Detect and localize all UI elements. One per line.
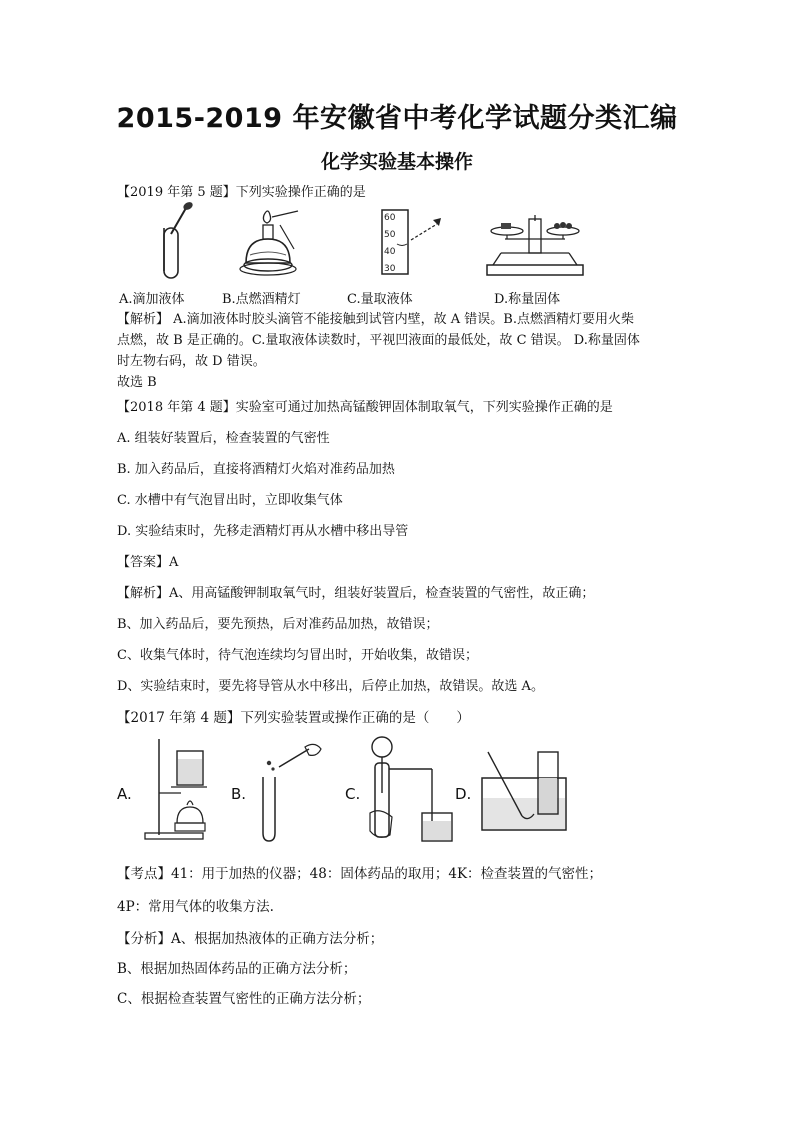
q2018-analysis-line-3: C、收集气体时，待气泡连续均匀冒出时，开始收集，故错误；: [117, 648, 478, 663]
page-subtitle: 化学实验基本操作: [320, 151, 473, 173]
q2019-analysis-line-2: 点燃，故 B 是正确的。C.量取液体读数时，平视凹液面的最低处，故 C 错误。 D.称量固体: [117, 333, 640, 348]
dropper-figure: [150, 200, 200, 282]
q2018-analysis-line-4: D、实验结束时，要先将导管从水中移出，后停止加热，故错误。故选 A。: [117, 679, 544, 694]
q2018-option-a: A. 组装好装置后，检查装置的气密性: [117, 431, 330, 446]
q2019-option-b: B.点燃酒精灯: [222, 292, 301, 307]
q2018-analysis-line-1: 【解析】A、用高锰酸钾制取氧气时，组装好装置后，检查装置的气密性，故正确；: [117, 586, 595, 601]
heating-liquid-figure: [141, 735, 213, 843]
q2017-option-c: C.: [345, 785, 361, 803]
q2018-analysis-line-2: B、加入药品后，要先预热，后对准药品加热，故错误；: [117, 617, 439, 632]
cylinder-tick-60: 60: [384, 213, 396, 223]
q2017-option-b: B.: [231, 785, 247, 803]
balance-scale-figure: [483, 205, 588, 280]
q2017-option-a: A.: [117, 785, 132, 803]
q2017-option-d: D.: [455, 785, 472, 803]
q2017-kaodian-line-1: 【考点】41：用于加热的仪器；48：固体药品的取用；4K：检查装置的气密性；: [117, 866, 603, 882]
q2017-analysis-line-2: B、根据加热固体药品的正确方法分析；: [117, 961, 357, 977]
cylinder-tick-50: 50: [384, 230, 396, 240]
q2017-analysis-line-1: 【分析】A、根据加热液体的正确方法分析；: [117, 931, 384, 947]
cylinder-tick-40: 40: [384, 247, 396, 257]
q2018-option-d: D. 实验结束时，先移走酒精灯再从水槽中移出导管: [117, 524, 409, 539]
q2019-option-a: A.滴加液体: [119, 292, 185, 307]
graduated-cylinder-figure: [381, 208, 451, 278]
alcohol-lamp-figure: [236, 205, 316, 280]
q2019-option-c: C.量取液体: [347, 292, 413, 307]
q2019-choose: 故选 B: [117, 375, 157, 390]
adding-solid-figure: [255, 737, 327, 845]
q2017-analysis-line-3: C、根据检查装置气密性的正确方法分析；: [117, 991, 371, 1007]
q2018-option-b: B. 加入药品后，直接将酒精灯火焰对准药品加热: [117, 462, 395, 477]
q2019-analysis-line-1: 【解析】 A.滴加液体时胶头滴管不能接触到试管内壁，故 A 错误。B.点燃酒精灯要用火柴: [117, 312, 634, 327]
airtightness-check-figure: [366, 733, 466, 845]
gas-collection-figure: [478, 748, 574, 836]
q2018-answer: 【答案】A: [117, 555, 179, 570]
q2018-option-c: C. 水槽中有气泡冒出时，立即收集气体: [117, 493, 343, 508]
q2019-option-d: D.称量固体: [494, 292, 561, 307]
q2017-header: 【2017 年第 4 题】下列实验装置或操作正确的是（ ）: [117, 710, 470, 726]
q2018-header: 【2018 年第 4 题】实验室可通过加热高锰酸钾固体制取氧气，下列实验操作正确的是: [117, 400, 613, 415]
cylinder-tick-30: 30: [384, 264, 396, 274]
page-title: 2015-2019 年安徽省中考化学试题分类汇编: [116, 103, 678, 134]
q2019-analysis-line-3: 时左物右码，故 D 错误。: [117, 354, 266, 369]
q2019-header: 【2019 年第 5 题】下列实验操作正确的是: [117, 185, 366, 200]
q2017-kaodian-line-2: 4P：常用气体的收集方法.: [117, 899, 274, 915]
